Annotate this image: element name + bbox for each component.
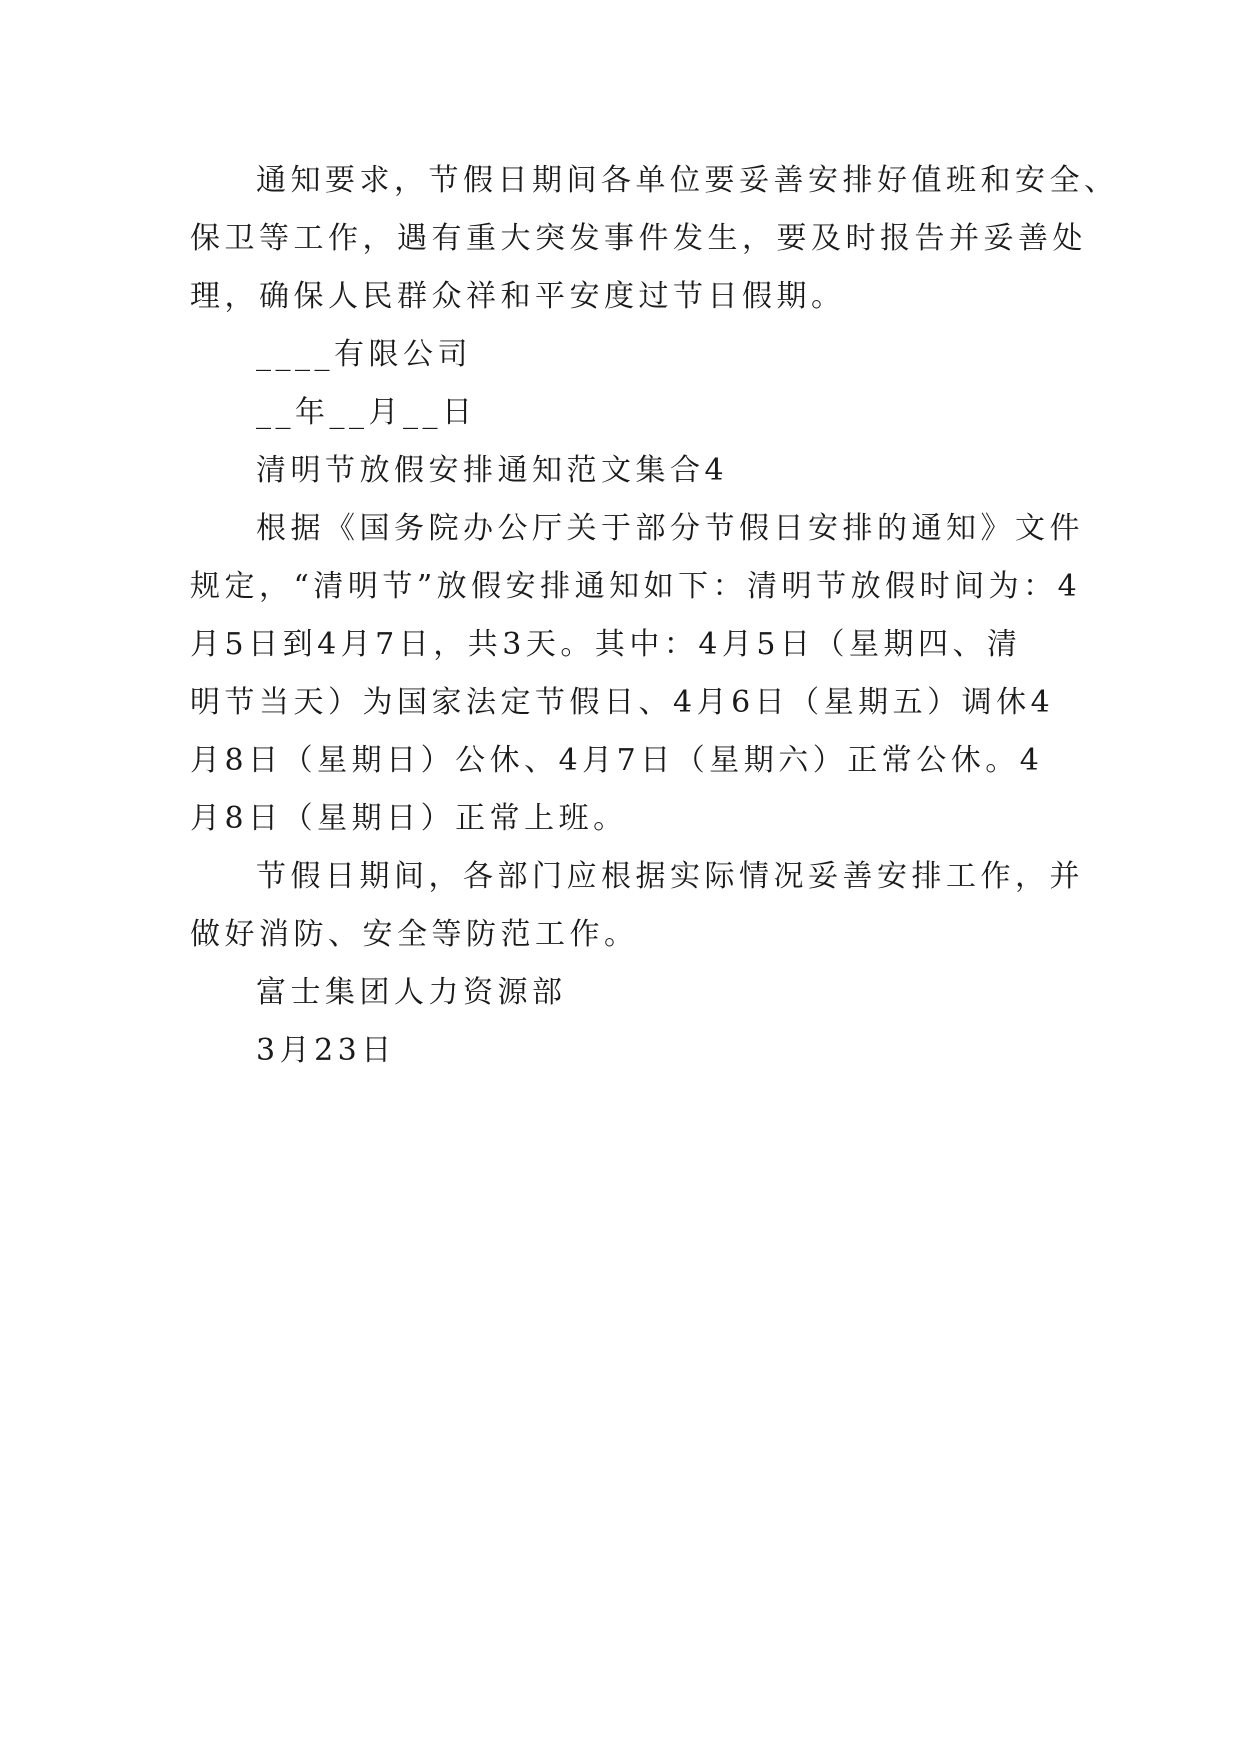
paragraph-line: 明节当天）为国家法定节假日、4月6日（星期五）调休4 [190, 685, 1055, 720]
signature-date: 3月23日 [256, 1033, 396, 1068]
paragraph-line: 节假日期间，各部门应根据实际情况妥善安排工作，并 [256, 859, 1084, 894]
paragraph-line: 做好消防、安全等防范工作。 [190, 917, 639, 952]
paragraph-line: 根据《国务院办公厅关于部分节假日安排的通知》文件 [256, 511, 1084, 546]
section-title: 清明节放假安排通知范文集合4 [256, 453, 729, 488]
paragraph-line: 通知要求，节假日期间各单位要妥善安排好值班和安全、 [256, 163, 1119, 198]
department-signature: 富士集团人力资源部 [256, 975, 567, 1010]
date-blank: __年__月__日 [256, 395, 477, 430]
paragraph-line: 规定，“清明节”放假安排通知如下：清明节放假时间为：4 [190, 569, 1082, 604]
paragraph-line: 月8日（星期日）公休、4月7日（星期六）正常公休。4 [190, 743, 1044, 778]
company-signature: ____有限公司 [256, 337, 472, 372]
paragraph-line: 月5日到4月7日，共3天。其中：4月5日（星期四、清 [190, 627, 1022, 662]
paragraph-line: 理，确保人民群众祥和平安度过节日假期。 [190, 279, 846, 314]
document-body [190, 152, 1119, 1080]
paragraph-line: 保卫等工作，遇有重大突发事件发生，要及时报告并妥善处 [190, 221, 1087, 256]
paragraph-line: 月8日（星期日）正常上班。 [190, 801, 628, 836]
